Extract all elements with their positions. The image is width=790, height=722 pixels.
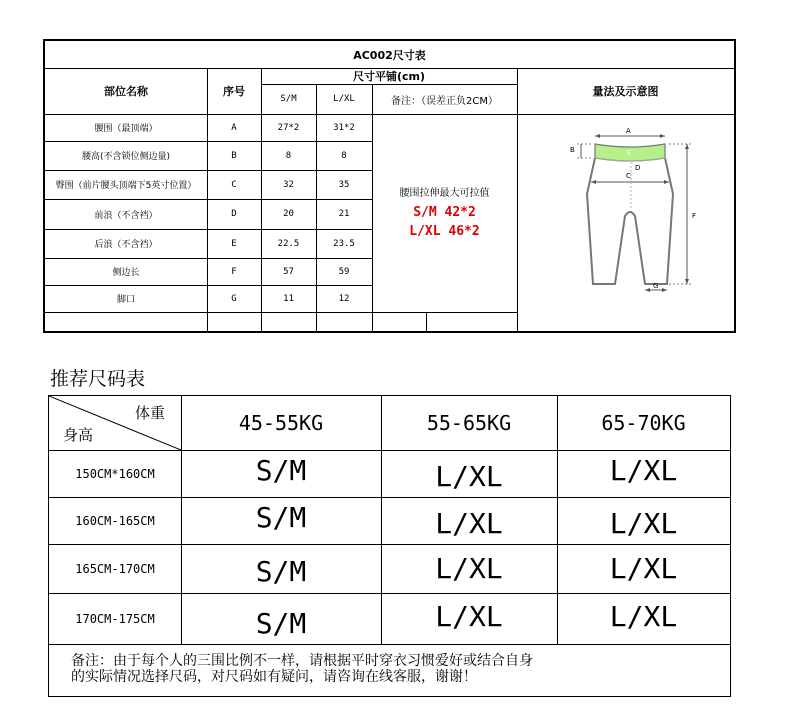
- note-line-1: 备注：由于每个人的三围比例不一样，请根据平时穿衣习惯爱好或结合自身: [71, 653, 533, 669]
- header-diagram: 量法及示意图: [592, 85, 659, 98]
- size-cell: L/XL: [609, 552, 678, 585]
- size-cell: L/XL: [435, 460, 503, 493]
- row-code: D: [231, 209, 237, 219]
- diagram-label-e: E: [627, 149, 632, 157]
- size-cell: S/M: [255, 607, 307, 640]
- row-lxl: 35: [338, 179, 350, 190]
- header-note: 备注：（误差正负2CM）: [391, 95, 498, 107]
- row-sm: 8: [285, 150, 292, 161]
- row-lxl: 31*2: [333, 122, 355, 133]
- stretch-note-sm: S/M 42*2: [413, 204, 476, 220]
- recommend-table: [48, 395, 731, 697]
- row-code: E: [231, 238, 237, 249]
- header-size-lxl: L/XL: [333, 94, 355, 104]
- row-part: 臀围（前片腰头顶端下5英寸位置）: [55, 181, 197, 191]
- recommend-title: 推荐尺码表: [50, 368, 146, 390]
- height-label: 150CM*160CM: [75, 466, 155, 481]
- diagram-label-c: C: [626, 172, 631, 180]
- row-sm: 20: [283, 209, 294, 219]
- row-code: C: [231, 179, 237, 190]
- size-cell: L/XL: [435, 600, 503, 633]
- size-chart-table: [43, 39, 736, 333]
- size-cell: S/M: [255, 501, 307, 534]
- diagram-label-b: B: [570, 146, 575, 154]
- row-part: 腰高(不含锁位侧边量): [81, 152, 171, 162]
- row-part: 脚口: [116, 295, 135, 305]
- row-part: 侧边长: [112, 268, 140, 278]
- corner-height-label: 身高: [63, 426, 94, 444]
- row-part: 后浪（不含裆）: [94, 240, 158, 250]
- row-sm: 22.5: [277, 238, 300, 249]
- weight-header: 65-70KG: [601, 411, 686, 435]
- corner-weight-label: 体重: [135, 404, 166, 422]
- size-cell: S/M: [255, 454, 307, 487]
- diagram-label-g: G: [653, 282, 659, 290]
- row-lxl: 12: [338, 293, 350, 304]
- header-part-name: 部位名称: [104, 85, 148, 98]
- diagram-label-d: D: [635, 164, 641, 172]
- pants-diagram: [565, 124, 705, 294]
- row-part: 前浪（不含裆）: [94, 210, 158, 221]
- height-label: 170CM-175CM: [75, 611, 155, 626]
- height-label: 160CM-165CM: [75, 513, 155, 528]
- header-size-sm: S/M: [280, 94, 297, 104]
- weight-header: 45-55KG: [238, 411, 324, 435]
- recommend-note: [71, 653, 533, 685]
- diagram-label-a: A: [626, 127, 631, 135]
- row-code: B: [231, 150, 237, 161]
- row-lxl: 59: [338, 266, 350, 277]
- pants-icon: [565, 124, 705, 294]
- note-line-2: 的实际情况选择尺码，对尺码如有疑问，请咨询在线客服，谢谢！: [71, 669, 477, 685]
- stretch-note-lxl: L/XL 46*2: [409, 223, 480, 239]
- header-code: 序号: [223, 85, 245, 98]
- row-code: F: [231, 266, 237, 277]
- row-sm: 11: [283, 293, 294, 304]
- row-part: 腰围（最顶端）: [94, 124, 158, 134]
- size-cell: L/XL: [609, 454, 678, 487]
- weight-header: 55-65KG: [426, 411, 512, 435]
- size-chart-title: AC002尺寸表: [353, 48, 426, 62]
- row-sm: 27*2: [277, 122, 300, 133]
- row-lxl: 8: [341, 150, 347, 161]
- size-cell: S/M: [255, 555, 307, 588]
- size-cell: L/XL: [609, 600, 678, 633]
- size-cell: L/XL: [609, 507, 678, 540]
- row-code: G: [231, 293, 237, 304]
- height-label: 165CM-170CM: [75, 561, 155, 576]
- row-sm: 32: [283, 179, 294, 190]
- row-code: A: [231, 122, 237, 133]
- diagram-label-f: F: [692, 212, 697, 220]
- row-sm: 57: [283, 266, 294, 277]
- row-lxl: 21: [338, 209, 350, 219]
- stretch-note-label: 腰围拉伸最大可拉值: [399, 187, 490, 199]
- header-flat-size: 尺寸平铺(cm): [352, 70, 426, 83]
- row-lxl: 23.5: [333, 238, 355, 249]
- size-cell: L/XL: [435, 507, 503, 540]
- size-cell: L/XL: [435, 552, 503, 585]
